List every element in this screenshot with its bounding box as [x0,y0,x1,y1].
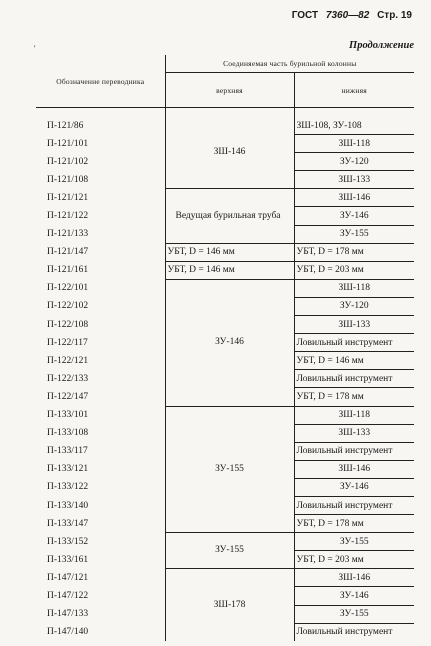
designation-cell: П-133/140 [47,500,89,511]
designation-cell: П-121/86 [47,120,84,131]
designation-cell: П-133/101 [47,410,89,421]
table-row [36,243,414,261]
lower-part-cell: ЗШ-133 [294,171,414,189]
table-row [36,533,414,551]
designation-cell: П-133/161 [47,554,89,565]
table-row [36,261,414,279]
designation-cell: П-147/122 [47,590,89,601]
lower-part-cell: ЗУ-146 [294,207,414,225]
lower-part-cell: ЗШ-133 [294,316,414,334]
designation-cell: П-122/147 [47,391,89,402]
lower-part-cell: Ловильный инструмент [296,627,393,638]
lower-part-cell: ЗУ-155 [294,533,414,551]
designation-cell: П-133/152 [47,536,89,547]
lower-part-cell: ЗШ-108, ЗУ-108 [294,117,414,135]
designation-cell: П-122/117 [47,337,88,348]
designation-cell: П-133/122 [47,482,89,493]
lower-part-cell: ЗШ-118 [294,135,414,153]
designation-cell: П-121/147 [47,247,89,258]
table-row [36,406,414,424]
upper-part-cell: ЗШ-146 [165,117,294,189]
designation-cell: П-133/147 [47,518,89,529]
continuation-label: Продолжение [349,40,414,51]
lower-part-cell: ЗУ-120 [294,297,414,315]
table-row [36,117,414,135]
designation-cell: П-122/102 [47,301,89,312]
lower-part-cell: Ловильный инструмент [294,496,414,514]
lower-part-cell: Ловильный инструмент [294,442,414,460]
designation-cell: П-121/121 [47,192,89,203]
lower-part-cell: ЗШ-146 [294,569,414,587]
designation-cell: П-121/108 [47,174,89,185]
designation-cell: П-133/108 [47,428,89,439]
lower-part-cell: ЗУ-146 [294,478,414,496]
header-designation: Обозначение переводника [36,55,165,108]
designation-cell: П-121/133 [47,229,89,240]
lower-part-cell: УБТ, D = 203 мм [294,261,414,279]
designation-cell: П-122/121 [47,355,89,366]
designation-cell: П-133/117 [47,446,88,457]
lower-part-cell: УБТ, D = 146 мм [294,352,414,370]
lower-part-cell: ЗШ-146 [294,460,414,478]
lower-part-cell: ЗУ-120 [294,153,414,171]
designation-cell: П-121/161 [47,265,89,276]
lower-part-cell: УБТ, D = 178 мм [294,243,414,261]
designation-cell: П-121/102 [47,156,89,167]
standard-number: 7360—82 [325,10,370,21]
upper-part-cell: УБТ, D = 146 мм [165,243,294,261]
upper-part-cell: ЗУ-146 [165,279,294,406]
upper-part-cell: УБТ, D = 146 мм [165,261,294,279]
lower-part-cell: ЗШ-133 [294,424,414,442]
header-upper: верхняя [165,73,294,108]
table-row [36,569,414,587]
lower-part-cell: УБТ, D = 178 мм [294,515,414,533]
upper-part-cell: ЗШ-178 [165,569,294,641]
header-lower: нижняя [294,73,414,108]
margin-mark: ' [34,44,36,53]
lower-part-cell: ЗШ-118 [294,406,414,424]
designation-cell: П-122/133 [47,373,89,384]
table-row [36,189,414,207]
standard-label: ГОСТ [291,10,319,21]
designation-cell: П-147/133 [47,609,89,620]
upper-part-cell: Ведущая бурильная труба [165,189,294,243]
lower-part-cell: УБТ, D = 178 мм [294,388,414,406]
designation-cell: П-121/122 [47,211,89,222]
lower-part-cell: Ловильный инструмент [294,334,414,352]
designation-cell: П-147/140 [47,626,89,637]
lower-part-cell: ЗУ-155 [294,605,414,623]
designation-cell: П-122/101 [47,283,89,294]
page-number: Стр. 19 [377,10,412,21]
lower-part-cell: ЗУ-155 [294,225,414,243]
lower-part-cell: ЗУ-146 [294,587,414,605]
lower-part-cell: Ловильный инструмент [294,370,414,388]
designation-cell: П-122/108 [47,319,89,330]
lower-part-cell: ЗШ-146 [294,189,414,207]
lower-part-cell: УБТ, D = 203 мм [294,551,414,569]
upper-part-cell: ЗУ-155 [165,406,294,533]
lower-part-cell: ЗШ-118 [294,279,414,297]
designation-cell: П-147/121 [47,572,89,583]
adapter-table [36,55,414,641]
designation-cell: П-121/101 [47,138,89,149]
header-connected-part: Соединяемая часть бурильной колонны [165,55,414,73]
table-row [36,279,414,297]
designation-cell: П-133/121 [47,464,89,475]
upper-part-cell: ЗУ-155 [165,533,294,569]
page-header [0,10,412,21]
